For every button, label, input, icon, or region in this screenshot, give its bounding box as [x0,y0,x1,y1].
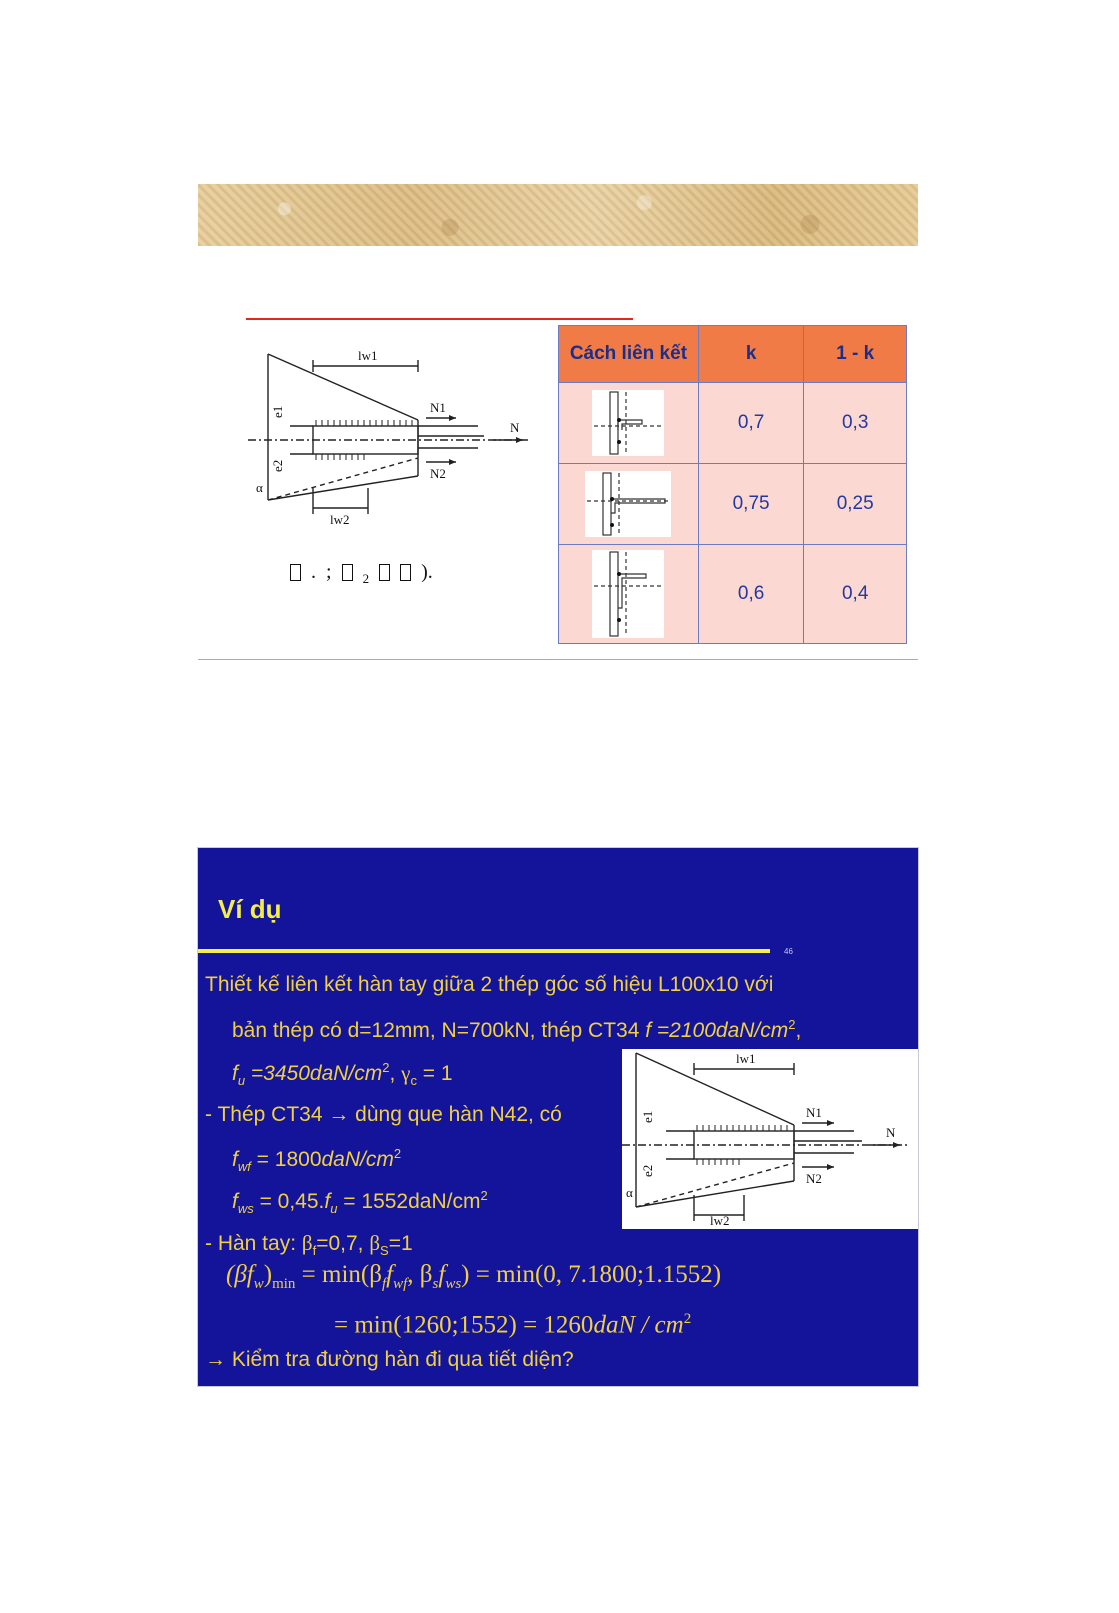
cell-k: 0,6 [698,545,804,644]
cell-k: 0,75 [698,464,804,545]
label-lw1: lw1 [358,348,378,363]
k-coefficient-table [558,325,907,644]
example-slide [198,848,918,1386]
missing-glyph-box [400,564,411,581]
title-underline [198,949,770,953]
problem-line-7: - Hàn tay: $\beta_f=0,7$, $\beta_S=1$ [205,1231,413,1259]
slide-number: 46 [784,947,793,956]
label-alpha: α [626,1185,633,1200]
label-e2: e2 [270,459,285,472]
table-row [559,464,907,545]
formula-dot: . [311,560,316,583]
label-n: N [510,420,520,435]
header-connection-type: Cách liên kết [559,326,699,383]
label-e1: e1 [270,405,285,418]
table-row [559,383,907,464]
cell-one-minus-k: 0,3 [804,383,907,464]
problem-line-3: $f_u =3450daN/cm^2$, $\gamma_c = 1$ [232,1060,453,1089]
problem-line-5: $f_{wf} = 1800daN/cm^2$ [232,1146,402,1175]
weld-diagram [622,1049,918,1229]
formula-semicolon: ; [326,560,332,583]
slide-divider [198,659,918,660]
weld-diagram [248,348,538,530]
problem-line-6: $f_{ws} = 0,45.f_u = 1552daN/cm^2$ [232,1188,488,1217]
problem-last-line: → Kiểm tra đường hàn đi qua tiết diện? [205,1348,574,1371]
cell-one-minus-k: 0,4 [804,545,907,644]
problem-line-1: Thiết kế liên kết hàn tay giữa 2 thép góc số hiệu L100x10 với [205,973,774,996]
label-e1: e1 [640,1110,655,1123]
missing-glyph-box [290,564,301,581]
cell-one-minus-k: 0,25 [804,464,907,545]
missing-glyph-box [342,564,353,581]
label-lw2: lw2 [330,512,350,527]
arrow-icon: → [205,1348,226,1371]
formula-beta-fw-min: $(\beta f_w)_{min} = \min(\beta_ff_{wf}$, $\beta_sf_{ws}) = \min(0$, 7.1800;1.1552) [226,1261,722,1292]
missing-glyph-box [379,564,390,581]
formula-subscript: 2 [362,571,370,586]
label-n: N [886,1125,896,1140]
slide-title: Ví dụ [218,894,282,924]
formula-close: ). [421,560,433,583]
label-n1: N1 [430,400,446,415]
angle-sketch-icon [585,471,671,537]
formula-min-result: = min(1260;1552) = $1260daN / cm^2$ [334,1311,692,1339]
angle-sketch-icon [592,390,664,456]
label-lw2: lw2 [710,1213,730,1228]
problem-line-4: - Thép CT34 → dùng que hàn N42, có [205,1103,562,1126]
label-e2: e2 [640,1164,655,1177]
problem-line-2: bản thép có d=12mm, N=700kN, thép CT34 $f =2100daN/cm^2$, [232,1017,802,1042]
label-alpha: α [256,480,263,495]
connection-sketch [559,464,699,545]
banner-texture [198,184,918,246]
connection-sketch [559,383,699,464]
label-lw1: lw1 [736,1051,756,1066]
label-n1: N1 [806,1105,822,1120]
header-k: k [698,326,804,383]
angle-sketch-icon [592,550,664,638]
table-row [559,545,907,644]
garbled-formula [290,557,520,587]
cell-k: 0,7 [698,383,804,464]
red-underline [246,318,633,320]
label-n2: N2 [806,1171,822,1186]
connection-sketch [559,545,699,644]
arrow-icon: → [328,1103,350,1126]
header-one-minus-k: 1 - k [804,326,907,383]
label-n2: N2 [430,466,446,481]
